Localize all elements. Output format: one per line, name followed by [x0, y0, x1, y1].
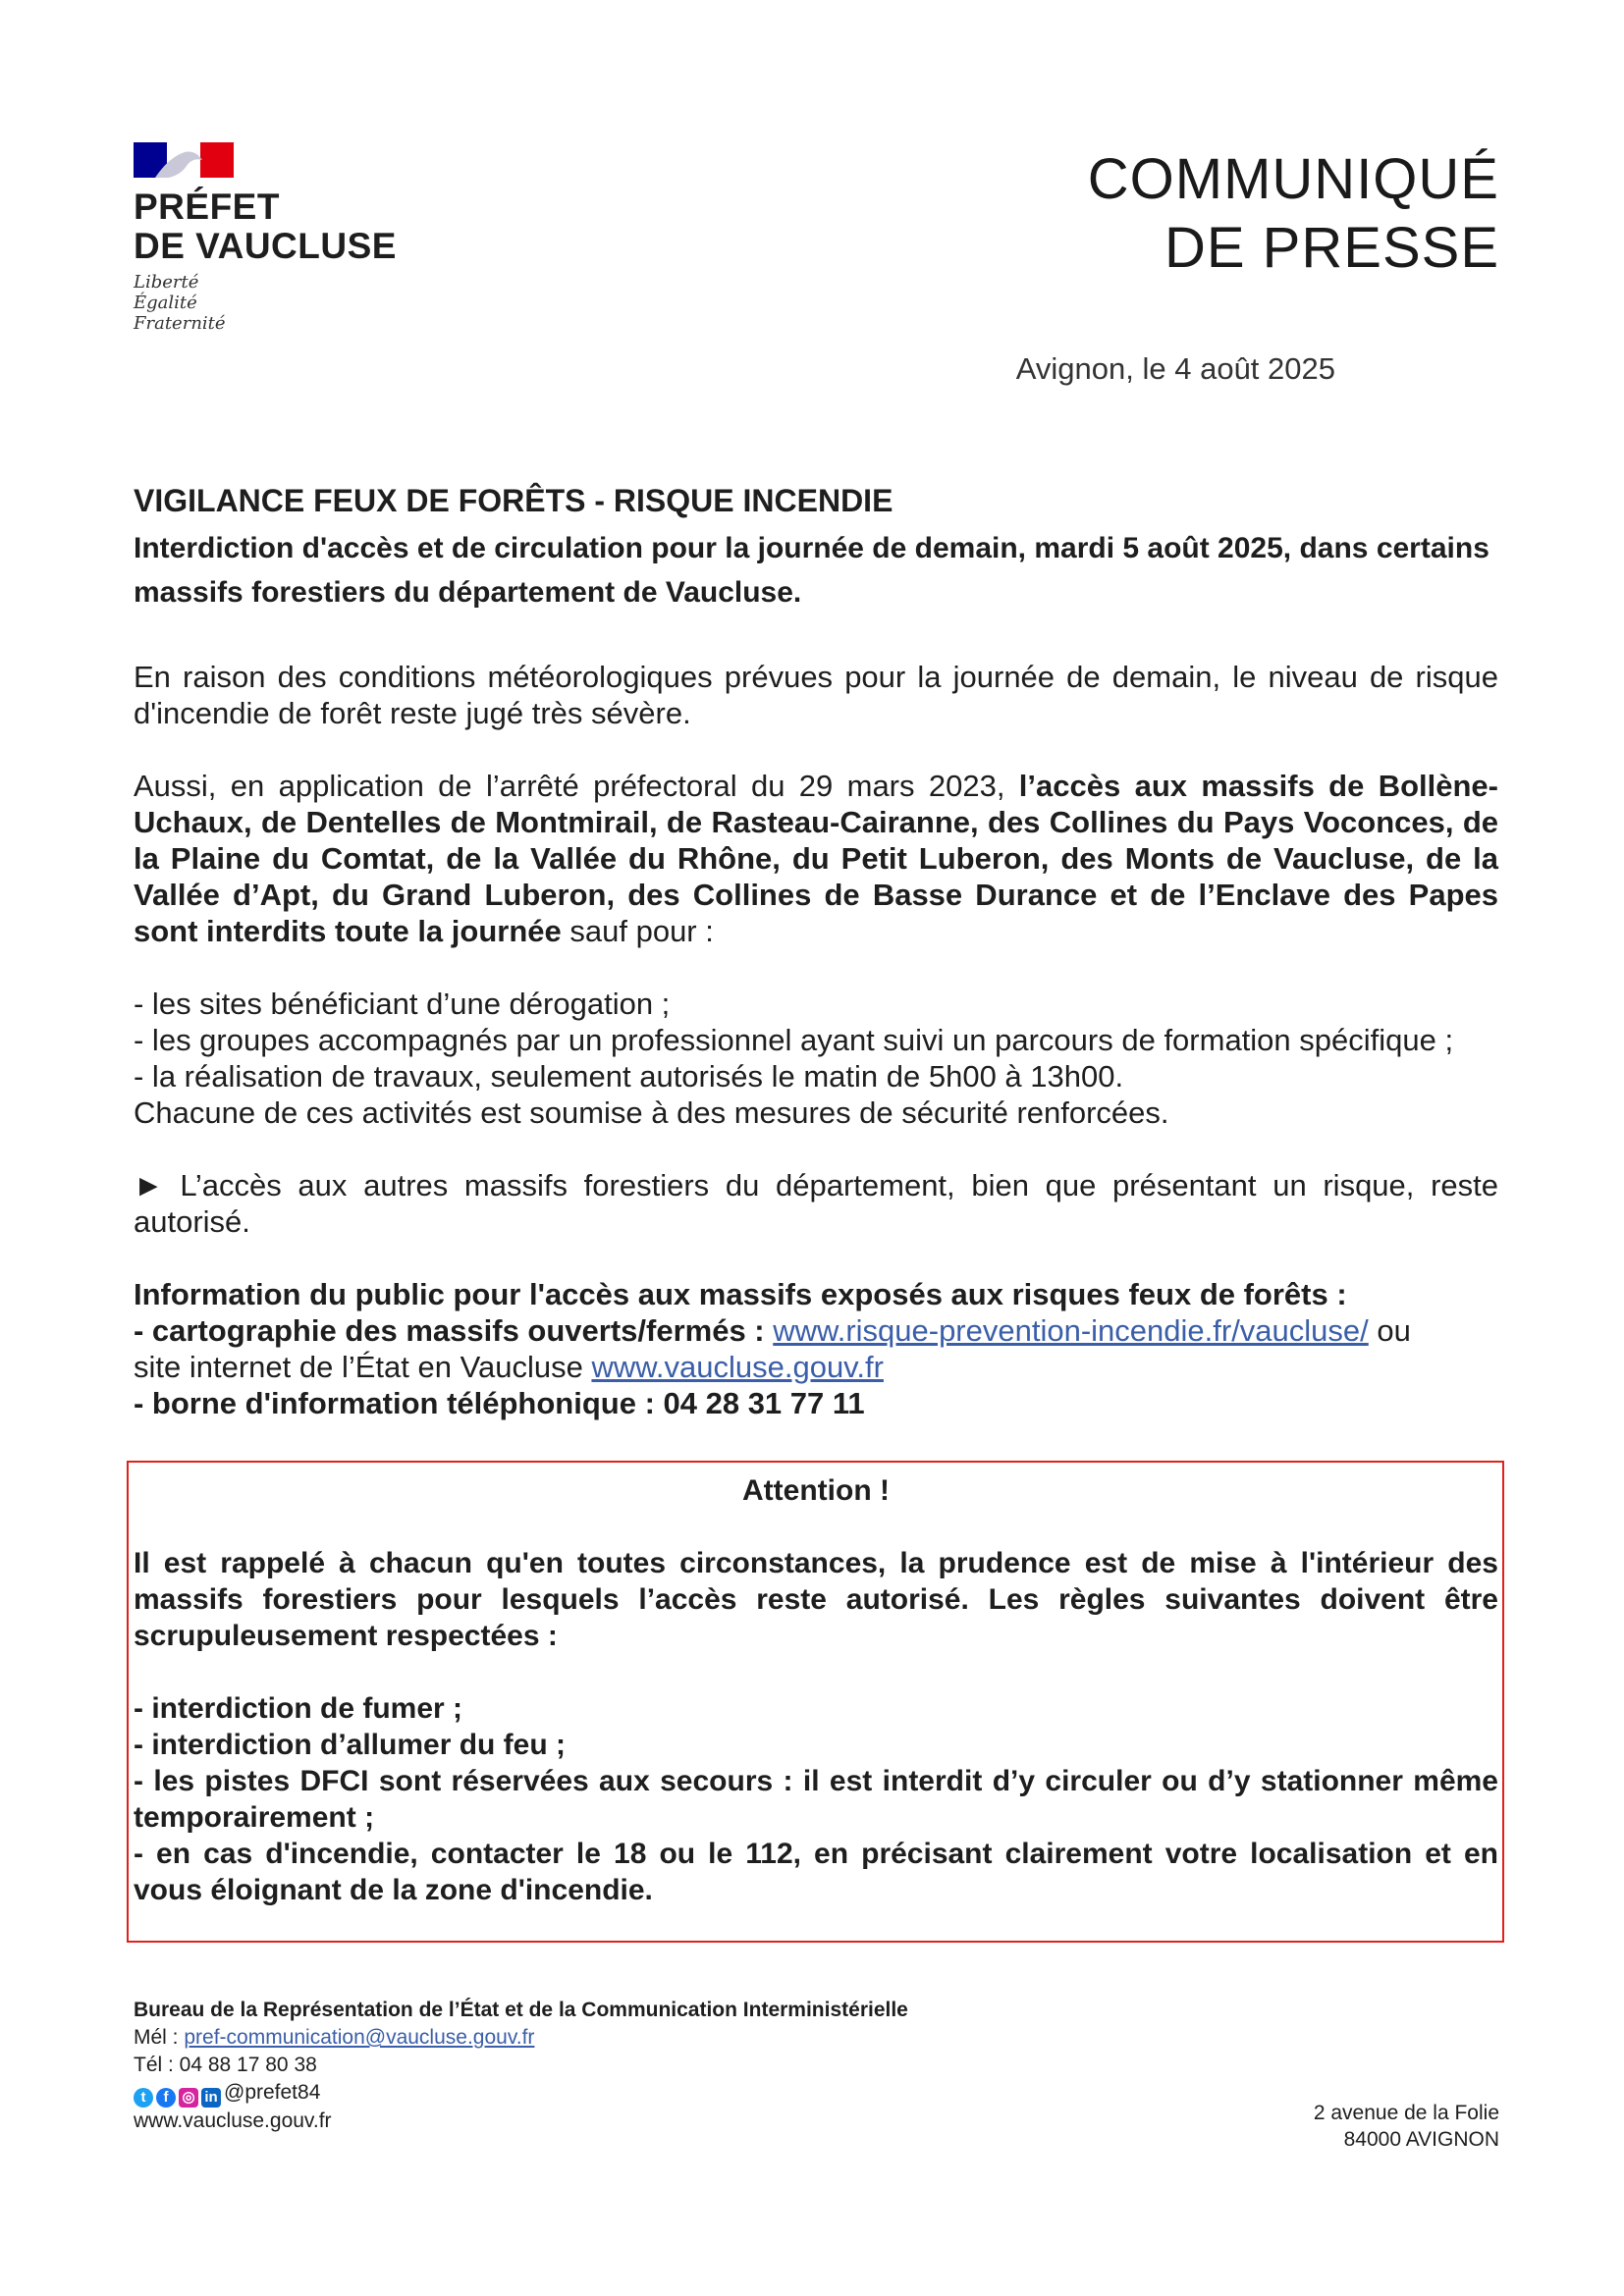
- headline: VIGILANCE FEUX DE FORÊTS - RISQUE INCENDIE: [134, 483, 893, 518]
- postal-address: 2 avenue de la Folie 84000 AVIGNON: [1313, 2102, 1499, 2151]
- attention-box: [127, 1461, 1504, 1943]
- info-phone-line: - borne d'information téléphonique : 04 28 31 77 11: [134, 1386, 865, 1420]
- list-item: - la réalisation de travaux, seulement autorisés le matin de 5h00 à 13h00.: [134, 1059, 1124, 1094]
- list-item: - les sites bénéficiant d’une dérogation ;: [134, 987, 671, 1021]
- subheadline: Interdiction d'accès et de circulation pour la journée de demain, mardi 5 août 2025, dans certains massifs forestiers du département de Vaucluse.: [134, 532, 1489, 609]
- exception-list: [134, 986, 1498, 1131]
- attention-title: Attention !: [742, 1474, 890, 1507]
- email-link[interactable]: pref-communication@vaucluse.gouv.fr: [184, 2026, 535, 2049]
- document-type-title: COMMUNIQUÉ DE PRESSE: [1087, 147, 1499, 280]
- info-title: Information du public pour l'accès aux massifs exposés aux risques feux de forêts :: [134, 1277, 1347, 1311]
- social-handle: @prefet84: [224, 2081, 321, 2104]
- document-date: Avignon, le 4 août 2025: [1015, 351, 1335, 386]
- bureau-name: Bureau de la Représentation de l’État et de la Communication Interministérielle: [134, 1999, 908, 2021]
- attention-intro: Il est rappelé à chacun qu'en toutes circonstances, la prudence est de mise à l'intérieur des massifs forestiers pour lesquels l’accès reste autorisé. Les règles suivantes doivent être scrupuleusement respectées :: [134, 1547, 1498, 1652]
- prefecture-logo: [134, 142, 428, 334]
- mail-line: Mél : pref-communication@vaucluse.gouv.fr: [134, 2026, 535, 2049]
- social-line: [134, 2079, 1498, 2108]
- marianne-flag-icon: [134, 142, 234, 178]
- footer-website[interactable]: www.vaucluse.gouv.fr: [134, 2109, 332, 2132]
- facebook-icon[interactable]: f: [156, 2088, 176, 2108]
- instagram-icon[interactable]: ◎: [179, 2088, 198, 2108]
- info-site-line: site internet de l’État en Vaucluse www.vaucluse.gouv.fr: [134, 1350, 884, 1384]
- linkedin-icon[interactable]: in: [201, 2088, 221, 2108]
- info-carto-line: - cartographie des massifs ouverts/fermés : www.risque-prevention-incendie.fr/vaucluse/ ou: [134, 1313, 1411, 1348]
- public-information: [134, 1276, 1498, 1421]
- carto-link[interactable]: www.risque-prevention-incendie.fr/vaucluse/: [773, 1313, 1369, 1348]
- intro-paragraph: En raison des conditions météorologiques prévues pour la journée de demain, le niveau de risque d'incendie de forêt reste jugé très sévère.: [134, 660, 1498, 730]
- other-massifs-paragraph: ► L’accès aux autres massifs forestiers du département, bien que présentant un risque, reste autorisé.: [134, 1168, 1498, 1239]
- rule-item: - interdiction de fumer ;: [134, 1692, 463, 1725]
- rule-item: - interdiction d’allumer du feu ;: [134, 1729, 567, 1761]
- website-link[interactable]: www.vaucluse.gouv.fr: [591, 1350, 884, 1384]
- rules-list: [134, 1690, 1498, 1908]
- list-item: - les groupes accompagnés par un professionnel ayant suivi un parcours de formation spécifique ;: [134, 1023, 1454, 1057]
- phone-line: Tél : 04 88 17 80 38: [134, 2054, 317, 2076]
- list-note: Chacune de ces activités est soumise à des mesures de sécurité renforcées.: [134, 1095, 1169, 1130]
- rule-item: - les pistes DFCI sont réservées aux secours : il est interdit d’y circuler ou d’y stationner même temporairement ;: [134, 1765, 1498, 1834]
- rule-item: - en cas d'incendie, contacter le 18 ou le 112, en précisant clairement votre localisation et en vous éloignant de la zone d'incendie.: [134, 1838, 1498, 1906]
- prefecture-name: PRÉFET DE VAUCLUSE: [134, 187, 397, 266]
- restriction-paragraph: Aussi, en application de l’arrêté préfectoral du 29 mars 2023, l’accès aux massifs de Bollène-Uchaux, de Dentelles de Montmirail, de Rasteau-Cairanne, des Collines du Pays Voconces, de la Plaine du Comtat, de la Vallée du Rhône, du Petit Luberon, des Monts de Vaucluse, de la Vallée d’Apt, du Grand Luberon, des Collines de Basse Durance et de l’Enclave des Papes sont interdits toute la journée sauf pour :: [134, 769, 1498, 948]
- press-release-body: [134, 481, 1498, 1421]
- footer-contact: [134, 1997, 1498, 2135]
- twitter-icon[interactable]: t: [134, 2088, 153, 2108]
- republic-motto: Liberté Égalité Fraternité: [134, 272, 226, 334]
